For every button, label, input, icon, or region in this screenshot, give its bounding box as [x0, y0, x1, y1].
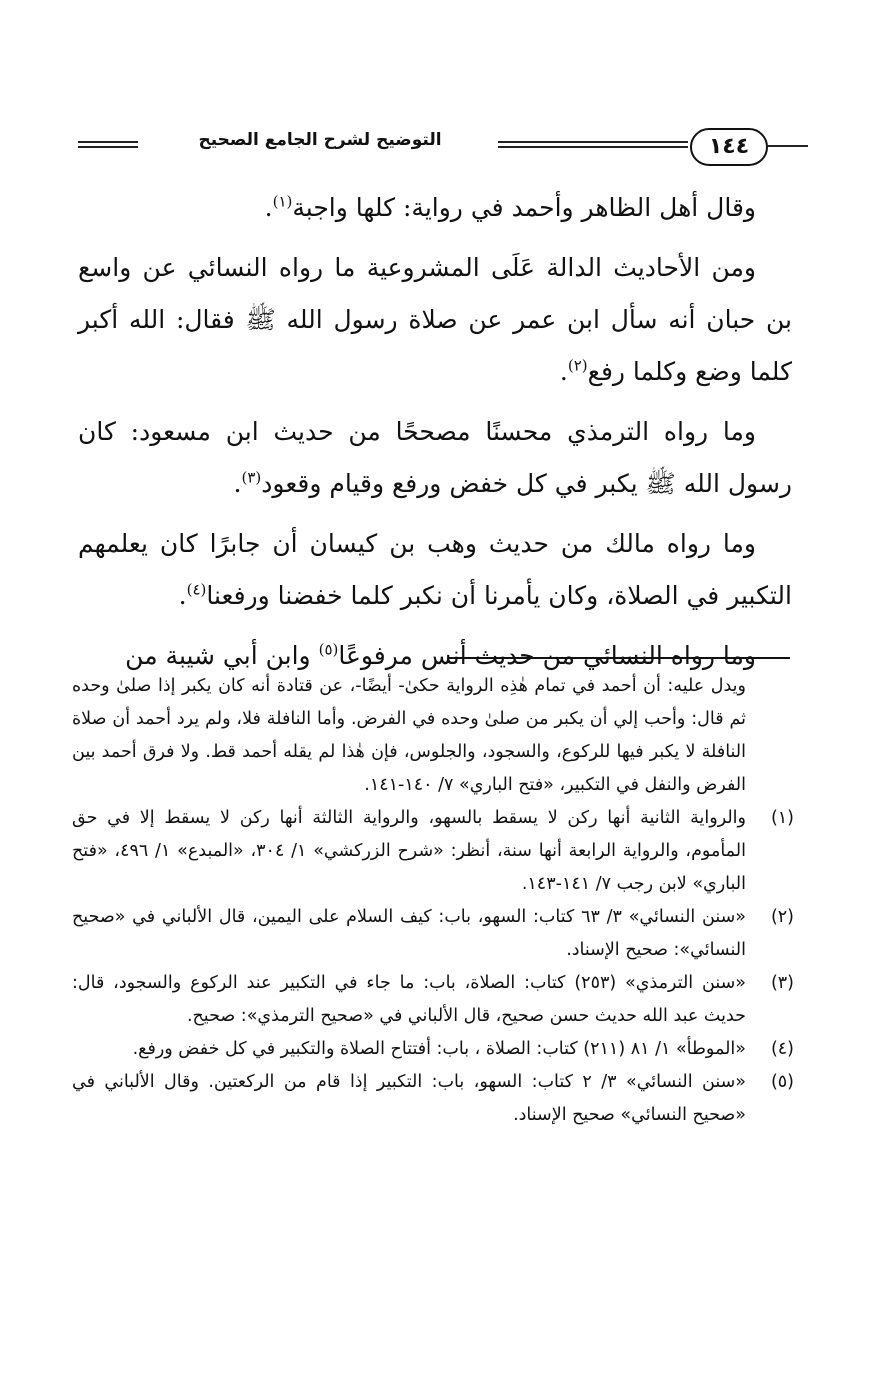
footnote-text: والرواية الثانية أنها ركن لا يسقط بالسهو، والرواية الثالثة أنها ركن لا يسقط إلا في حق المأموم، والرواية الرابعة أنها سنة، أنظر: «شرح الزركشي» ١/ ٣٠٤، «المبدع» ١/ ٤٩٦، «فتح الباري» لابن رجب ٧/ ١٤١-١٤٣.	[72, 808, 746, 894]
footnote-text: «سنن الترمذي» (٢٥٣) كتاب: الصلاة، باب: ما جاء في التكبير عند الركوع والسجود، قال: حديث عبد الله حديث حسن صحيح، قال الألباني في «صحيح الترمذي»: صحيح.	[72, 973, 746, 1026]
paragraph-text: وما رواه مالك من حديث وهب بن كيسان أن جابرًا كان يعلمهم التكبير في الصلاة، وكان يأمرنا أن نكبر كلما خفضنا ورفعنا	[78, 529, 792, 610]
paragraph-text: وما رواه الترمذي محسنًا مصححًا من حديث ابن مسعود: كان رسول الله ﷺ يكبر في كل خفض ورفع وقيام وقعود	[78, 417, 792, 498]
footnote-number: (٢)	[770, 907, 794, 927]
footnote-ref: (٥)	[318, 640, 339, 659]
paragraph-end: .	[264, 193, 273, 222]
footnote-text: «سنن النسائي» ٣/ ٢ كتاب: السهو، باب: التكبير إذا قام من الركعتين. وقال الألباني في «صحيح النسائي» صحيح الإسناد.	[72, 1072, 746, 1125]
footnote-item	[72, 901, 794, 967]
footnote-number: (٣)	[770, 973, 794, 993]
footnote-item	[72, 1033, 794, 1066]
footnote-ref: (١)	[272, 192, 293, 211]
footnote-number: (٤)	[770, 1039, 794, 1059]
footnote-item	[72, 802, 794, 901]
main-text	[78, 182, 792, 690]
footnote-divider	[448, 657, 790, 659]
header-rule-right	[768, 145, 808, 150]
footnote-item	[72, 1066, 794, 1132]
running-header	[78, 128, 808, 168]
footnote-text: «الموطأ» ١/ ٨١ (٢١١) كتاب: الصلاة ، باب: أفتتاح الصلاة والتكبير في كل خفض ورفع.	[132, 1039, 746, 1059]
footnote-ref: (٣)	[241, 468, 262, 487]
paragraph	[78, 182, 792, 234]
page-number: ١٤٤	[690, 128, 768, 166]
footnote-ref: (٢)	[567, 356, 588, 375]
paragraph-text: ومن الأحاديث الدالة عَلَى المشروعية ما رواه النسائي عن واسع بن حبان أنه سأل ابن عمر عن صلاة رسول الله ﷺ فقال: الله أكبر كلما وضع وكلما رفع	[78, 253, 792, 386]
footnote-item	[72, 967, 794, 1033]
book-title: التوضيح لشرح الجامع الصحيح	[198, 130, 442, 150]
paragraph-end: .	[559, 357, 568, 386]
paragraph	[78, 242, 792, 398]
footnote-text: «سنن النسائي» ٣/ ٦٣ كتاب: السهو، باب: كيف السلام على اليمين، قال الألباني في «صحيح النسائي»: صحيح الإسناد.	[72, 907, 746, 960]
paragraph	[78, 518, 792, 622]
paragraph-end: وابن أبي شيبة من	[125, 641, 319, 670]
paragraph-text: وما رواه النسائي من حديث أنس مرفوعًا	[338, 641, 756, 670]
paragraph-end: .	[233, 469, 242, 498]
footnote-continuation: ويدل عليه: أن أحمد في تمام هٰذِه الرواية حكىٰ- أيضًا-، عن قتادة أنه كان يكبر إذا صلىٰ وحده ثم قال: وأحب إلي أن يكبر من صلىٰ وحده في الفرض. وأما النافلة فلا، ولم يرد أحمد أن صلاة النافلة لا يكبر فيها للركوع، والسجود، والجلوس، فإن هٰذا لم يقله أحمد قط. ولا فرق أحمد بين الفرض والنفل في التكبير، «فتح الباري» ٧/ ١٤٠-١٤١.	[72, 676, 746, 795]
footnote-number: (٥)	[770, 1072, 794, 1092]
footnotes	[72, 670, 794, 1132]
footnote-ref: (٤)	[186, 580, 207, 599]
paragraph	[78, 406, 792, 510]
header-rule-middle	[498, 141, 688, 148]
paragraph-end: .	[178, 581, 187, 610]
paragraph-text: وقال أهل الظاهر وأحمد في رواية: كلها واجبة	[292, 193, 756, 222]
header-rule-left	[78, 141, 138, 148]
footnote-number: (١)	[770, 808, 794, 828]
